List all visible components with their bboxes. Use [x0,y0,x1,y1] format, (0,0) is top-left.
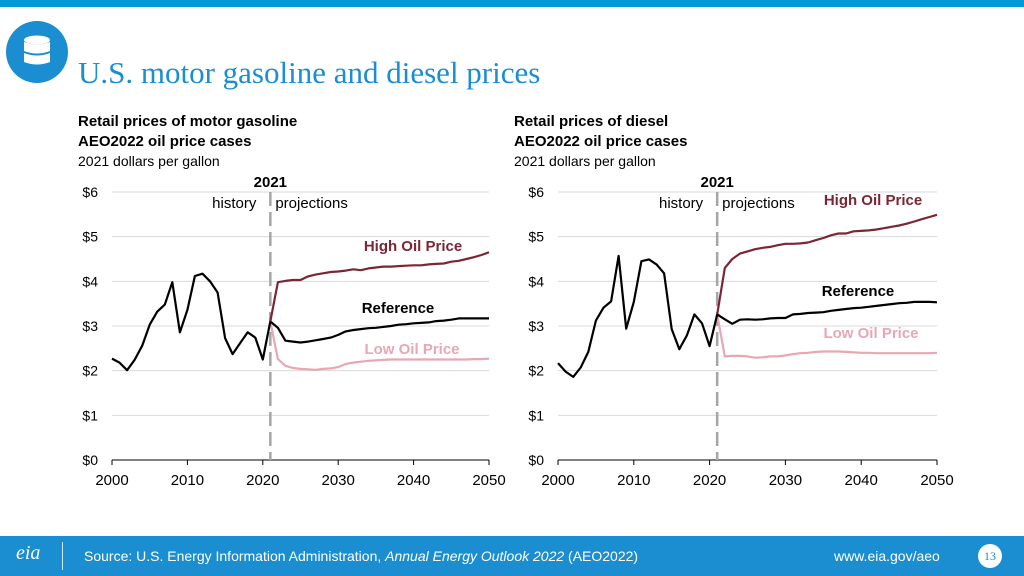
diesel-divider-year-label: 2021 [700,174,734,191]
diesel-chart-subtitle: AEO2022 oil price cases [514,133,688,150]
diesel-x-tick-label: 2030 [768,472,803,489]
diesel-y-tick-label: $1 [528,407,544,424]
diesel-y-tick-label: $3 [528,318,544,334]
gasoline-history-line [112,274,270,371]
diesel-x-tick-label: 2050 [920,472,954,489]
diesel-y-tick-label: $4 [528,273,544,290]
source-note [84,548,638,564]
gasoline-unit-label: 2021 dollars per gallon [78,153,220,169]
gasoline-history-label: history [212,195,257,212]
source-report-title: Annual Energy Outlook 2022 [385,548,565,564]
diesel-x-tick-label: 2010 [617,472,651,489]
diesel-x-tick-label: 2000 [541,472,575,489]
diesel-x-tick-label: 2020 [692,472,727,489]
gasoline-x-tick-label: 2020 [246,472,280,489]
diesel-history-label: history [658,195,704,212]
gasoline-high-oil-price-label: High Oil Price [363,238,463,255]
page-number: 13 [978,544,1002,568]
source-prefix: Source: U.S. Energy Information Administration, [84,548,386,564]
diesel-low-oil-price-label: Low Oil Price [823,325,919,342]
diesel-reference-line [717,302,937,324]
diesel-y-tick-label: $6 [528,184,544,200]
diesel-unit-label: 2021 dollars per gallon [514,153,656,169]
gasoline-x-tick-label: 2050 [472,472,506,489]
diesel-y-tick-label: $0 [528,452,544,468]
diesel-high-oil-price-label: High Oil Price [823,192,923,209]
gasoline-y-tick-label: $2 [82,362,98,379]
gasoline-reference-label: Reference [361,300,435,317]
gasoline-chart-subtitle: AEO2022 oil price cases [78,133,252,150]
footer-divider [62,542,63,570]
gasoline-y-tick-label: $1 [82,407,98,424]
diesel-history-line [558,256,717,377]
gasoline-x-tick-label: 2040 [396,472,431,489]
eia-logo[interactable]: eia [16,542,41,564]
gasoline-projections-label: projections [275,195,348,212]
diesel-projections-label: projections [722,195,795,212]
gasoline-y-tick-label: $5 [82,228,98,245]
gasoline-y-tick-label: $3 [82,318,98,334]
eia-url-link[interactable]: www.eia.gov/aeo [834,548,940,564]
source-suffix: (AEO2022) [564,548,639,564]
gasoline-reference-line [270,318,489,342]
diesel-x-tick-label: 2040 [844,472,878,489]
gasoline-chart-title: Retail prices of motor gasoline [78,113,298,130]
diesel-reference-label: Reference [821,283,895,300]
footer-bar [0,536,1024,576]
gasoline-y-tick-label: $0 [82,452,98,468]
gasoline-x-tick-label: 2010 [170,472,205,489]
diesel-chart-title: Retail prices of diesel [514,113,669,130]
page-title: U.S. motor gasoline and diesel prices [78,55,541,90]
diesel-y-tick-label: $2 [528,362,544,379]
gasoline-x-tick-label: 2000 [95,472,129,489]
gasoline-divider-year-label: 2021 [253,174,288,191]
diesel-y-tick-label: $5 [528,228,544,245]
gasoline-y-tick-label: $6 [82,184,98,200]
gasoline-x-tick-label: 2030 [321,472,355,489]
gasoline-low-oil-price-label: Low Oil Price [364,341,460,358]
gasoline-y-tick-label: $4 [82,273,98,290]
